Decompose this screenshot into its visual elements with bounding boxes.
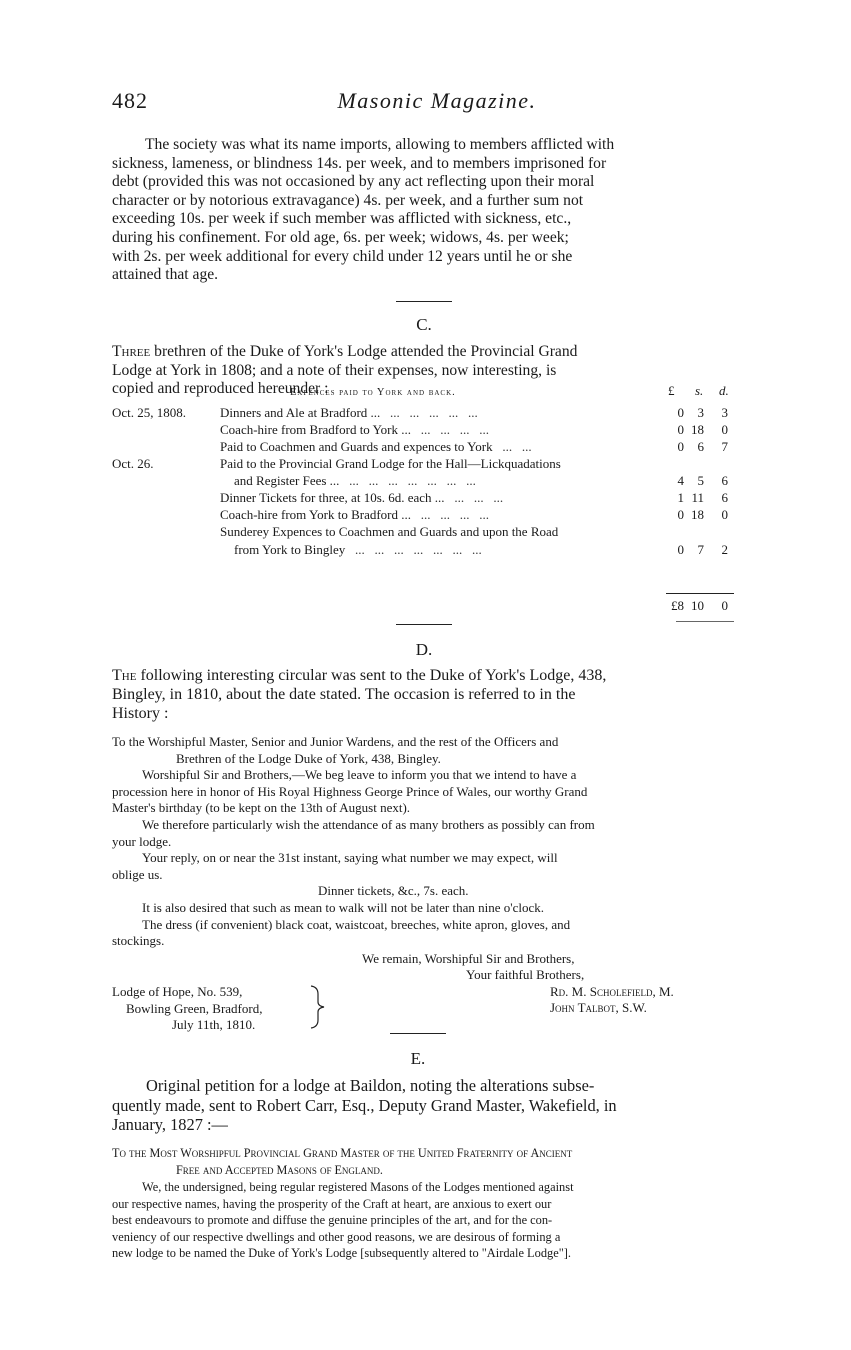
text-line: To the Worshipful Master, Senior and Junior Wardens, and the rest of the Officers and	[112, 734, 559, 749]
expense-row	[112, 524, 738, 541]
expense-desc-text: Coach-hire from York to Bradford ...	[220, 507, 411, 522]
brace-icon	[308, 984, 328, 1030]
signatory-1: Rd. M. Scholefield, M.	[550, 984, 674, 999]
expense-pounds: 0	[677, 542, 684, 557]
currency-shillings: s.	[695, 383, 704, 398]
petition-body	[112, 1179, 740, 1262]
text-span: brethren of the Duke of York's Lodge attended the Provincial Grand	[150, 343, 578, 360]
text-line: attained that age.	[112, 266, 219, 284]
leader-dots: ... ...	[492, 439, 532, 454]
closing-line: We remain, Worshipful Sir and Brothers,	[362, 951, 575, 966]
text-line	[112, 666, 740, 685]
expense-desc-text: Paid to the Provincial Grand Lodge for the Hall—Lickquadations	[220, 456, 561, 471]
currency-pence: d.	[719, 383, 729, 398]
expense-shillings: 18	[691, 422, 704, 437]
text-line: exceeding 10s. per week if such member was afflicted with sickness, etc.,	[112, 210, 572, 228]
text-line: We, the undersigned, being regular registered Masons of the Lodges mentioned against	[142, 1180, 574, 1194]
expense-desc-text: Sunderey Expences to Coachmen and Guards and upon the Road	[220, 524, 559, 539]
expense-desc-text: and Register Fees ...	[234, 473, 340, 488]
expense-description	[220, 439, 532, 455]
expense-description	[234, 473, 476, 489]
text-line: stockings.	[112, 933, 165, 949]
text-line: The dress (if convenient) black coat, waistcoat, breeches, white apron, gloves, and	[142, 916, 571, 932]
expense-shillings: 6	[697, 439, 704, 454]
text-line: Bingley, in 1810, about the date stated. The occasion is referred to in the	[112, 686, 576, 703]
text-line: The society was what its name imports, allowing to members afflicted with	[145, 136, 615, 153]
expense-row	[112, 473, 738, 490]
text-line: copied and reproduced hereunder :	[112, 380, 329, 398]
expense-pounds: 1	[677, 490, 684, 505]
expense-row	[112, 405, 738, 422]
section-c-heading: C.	[416, 315, 432, 334]
expense-row	[112, 422, 738, 439]
section-d-heading: D.	[415, 640, 433, 659]
expense-description	[220, 490, 503, 506]
text-line: Brethren of the Lodge Duke of York, 438, Bingley.	[176, 750, 441, 766]
leader-dots: ... ... ... ... ... ... ...	[339, 473, 476, 488]
expense-desc-text: Coach-hire from Bradford to York ...	[220, 422, 411, 437]
text-line: veniency of our respective dwellings and other good reasons, we are desirous of forming a	[112, 1229, 561, 1244]
expense-row	[112, 507, 738, 524]
expense-pounds: 0	[677, 405, 684, 420]
expense-pounds: 0	[677, 439, 684, 454]
expense-desc-text: Dinner Tickets for three, at 10s. 6d. each ...	[220, 490, 445, 505]
text-line: To the Most Worshipful Provincial Grand Master of the United Fraternity of Ancient	[112, 1146, 573, 1160]
expense-row	[112, 456, 738, 473]
expense-shillings: 11	[691, 490, 704, 505]
expense-pounds: 0	[677, 422, 684, 437]
text-line: We therefore particularly wish the attendance of as many brothers as possibly can from	[142, 816, 595, 832]
expense-date: Oct. 25, 1808.	[112, 405, 187, 420]
text-line: best endeavours to promote and diffuse the genuine principles of the art, and for the con-	[112, 1213, 553, 1228]
expense-pence: 0	[721, 422, 728, 437]
expense-pence: 2	[721, 542, 728, 557]
currency-pounds: £	[668, 383, 675, 398]
expense-desc-text: from York to Bingley	[234, 542, 346, 557]
expense-desc-text: Paid to Coachmen and Guards and expences to York	[220, 439, 493, 454]
expense-pence: 0	[721, 507, 728, 522]
text-line	[112, 343, 740, 362]
expense-shillings: 3	[697, 405, 704, 420]
expense-row	[112, 542, 738, 559]
text-line: Worshipful Sir and Brothers,—We beg leave to inform you that we intend to have a	[142, 767, 577, 783]
leader-dots: ... ... ... ...	[411, 507, 489, 522]
leader-dots: ... ... ... ... ... ... ...	[345, 542, 482, 557]
text-line: quently made, sent to Robert Carr, Esq., Deputy Grand Master, Wakefield, in	[112, 1095, 617, 1115]
expense-description	[234, 542, 482, 558]
section-e-heading: E.	[410, 1049, 426, 1068]
expense-shillings: 5	[697, 473, 704, 488]
expense-pence: 3	[721, 405, 728, 420]
expenses-table-heading: Expences paid to York and back.	[290, 387, 456, 398]
text-line: during his confinement. For old age, 6s. per week; widows, 4s. per week;	[112, 228, 569, 246]
total-pence: 0	[721, 598, 728, 613]
expense-row	[112, 490, 738, 507]
text-line: new lodge to be named the Duke of York's Lodge [subsequently altered to "Airdale Lodge"].	[112, 1246, 571, 1261]
address-line: Bowling Green, Bradford,	[126, 1000, 263, 1016]
leader-dots: ... ... ...	[444, 490, 504, 505]
expense-pence: 6	[721, 473, 728, 488]
closing-line: Your faithful Brothers,	[466, 967, 585, 982]
text-line: your lodge.	[112, 833, 172, 849]
text-line: It is also desired that such as mean to walk will not be later than nine o'clock.	[142, 899, 544, 915]
text-line: Dinner tickets, &c., 7s. each.	[318, 883, 469, 899]
text-span: following interesting circular was sent to the Duke of York's Lodge, 438,	[136, 667, 607, 684]
expense-shillings: 7	[697, 542, 704, 557]
expense-shillings: 18	[691, 507, 704, 522]
expense-date: Oct. 26.	[112, 456, 154, 471]
section-divider	[396, 301, 452, 302]
total-double-rule	[676, 621, 734, 622]
lead-word: The	[112, 667, 137, 684]
expense-pence: 6	[721, 490, 728, 505]
expense-pence: 7	[721, 439, 728, 454]
text-line: with 2s. per week additional for every child under 12 years until he or she	[112, 247, 573, 265]
text-line: character or by notorious extravagance) 4s. per week, and a further sum not	[112, 191, 584, 209]
text-line: January, 1827 :—	[112, 1115, 228, 1134]
text-line: oblige us.	[112, 866, 163, 882]
text-line: Free and Accepted Masons of England.	[176, 1162, 383, 1177]
text-line: Lodge at York in 1808; and a note of their expenses, now interesting, is	[112, 361, 557, 379]
expense-description	[220, 524, 558, 540]
text-line: our respective names, having the prosperity of the Craft at heart, are anxious to exert our	[112, 1196, 552, 1211]
expense-description	[220, 507, 489, 523]
leader-dots: ... ... ... ... ...	[380, 405, 478, 420]
expense-description	[220, 422, 489, 438]
address-line: Lodge of Hope, No. 539,	[112, 984, 243, 999]
lodge-address	[112, 984, 312, 1034]
expense-pounds: 4	[677, 473, 684, 488]
page-header	[112, 88, 732, 118]
expenses-total-row	[112, 598, 738, 615]
section-d-intro	[112, 666, 740, 723]
address-line: July 11th, 1810.	[172, 1017, 256, 1033]
running-title: Masonic Magazine.	[337, 88, 537, 113]
petition-address	[112, 1145, 740, 1178]
text-line: sickness, lameness, or blindness 14s. per week, and to members imprisoned for	[112, 154, 607, 172]
text-line: Master's birthday (to be kept on the 13th of August next).	[112, 800, 411, 816]
lead-word: Three	[112, 343, 151, 360]
text-line: Your reply, on or near the 31st instant, saying what number we may expect, will	[142, 850, 558, 866]
expense-description	[220, 405, 478, 421]
section-divider	[396, 624, 452, 625]
section-divider	[390, 1033, 446, 1034]
expense-pounds: 0	[677, 507, 684, 522]
leader-dots: ... ... ... ...	[411, 422, 489, 437]
expense-description	[220, 456, 561, 472]
section-e-intro	[112, 1076, 740, 1135]
total-pounds: £8	[671, 598, 684, 613]
circular-letter	[112, 734, 740, 950]
society-paragraph	[112, 136, 740, 285]
page-number: 482	[112, 88, 148, 113]
text-line: debt (provided this was not occasioned by any act reflecting upon their moral	[112, 173, 595, 191]
text-line: Original petition for a lodge at Baildon, noting the alterations subse-	[146, 1076, 595, 1095]
expense-desc-text: Dinners and Ale at Bradford ...	[220, 405, 381, 420]
expense-row	[112, 439, 738, 456]
total-shillings: 10	[691, 598, 704, 613]
total-rule	[666, 593, 734, 594]
signatory-2: John Talbot, S.W.	[550, 1000, 647, 1015]
text-line: History :	[112, 705, 169, 722]
text-line: procession here in honor of His Royal Highness George Prince of Wales, our worthy Grand	[112, 783, 588, 799]
